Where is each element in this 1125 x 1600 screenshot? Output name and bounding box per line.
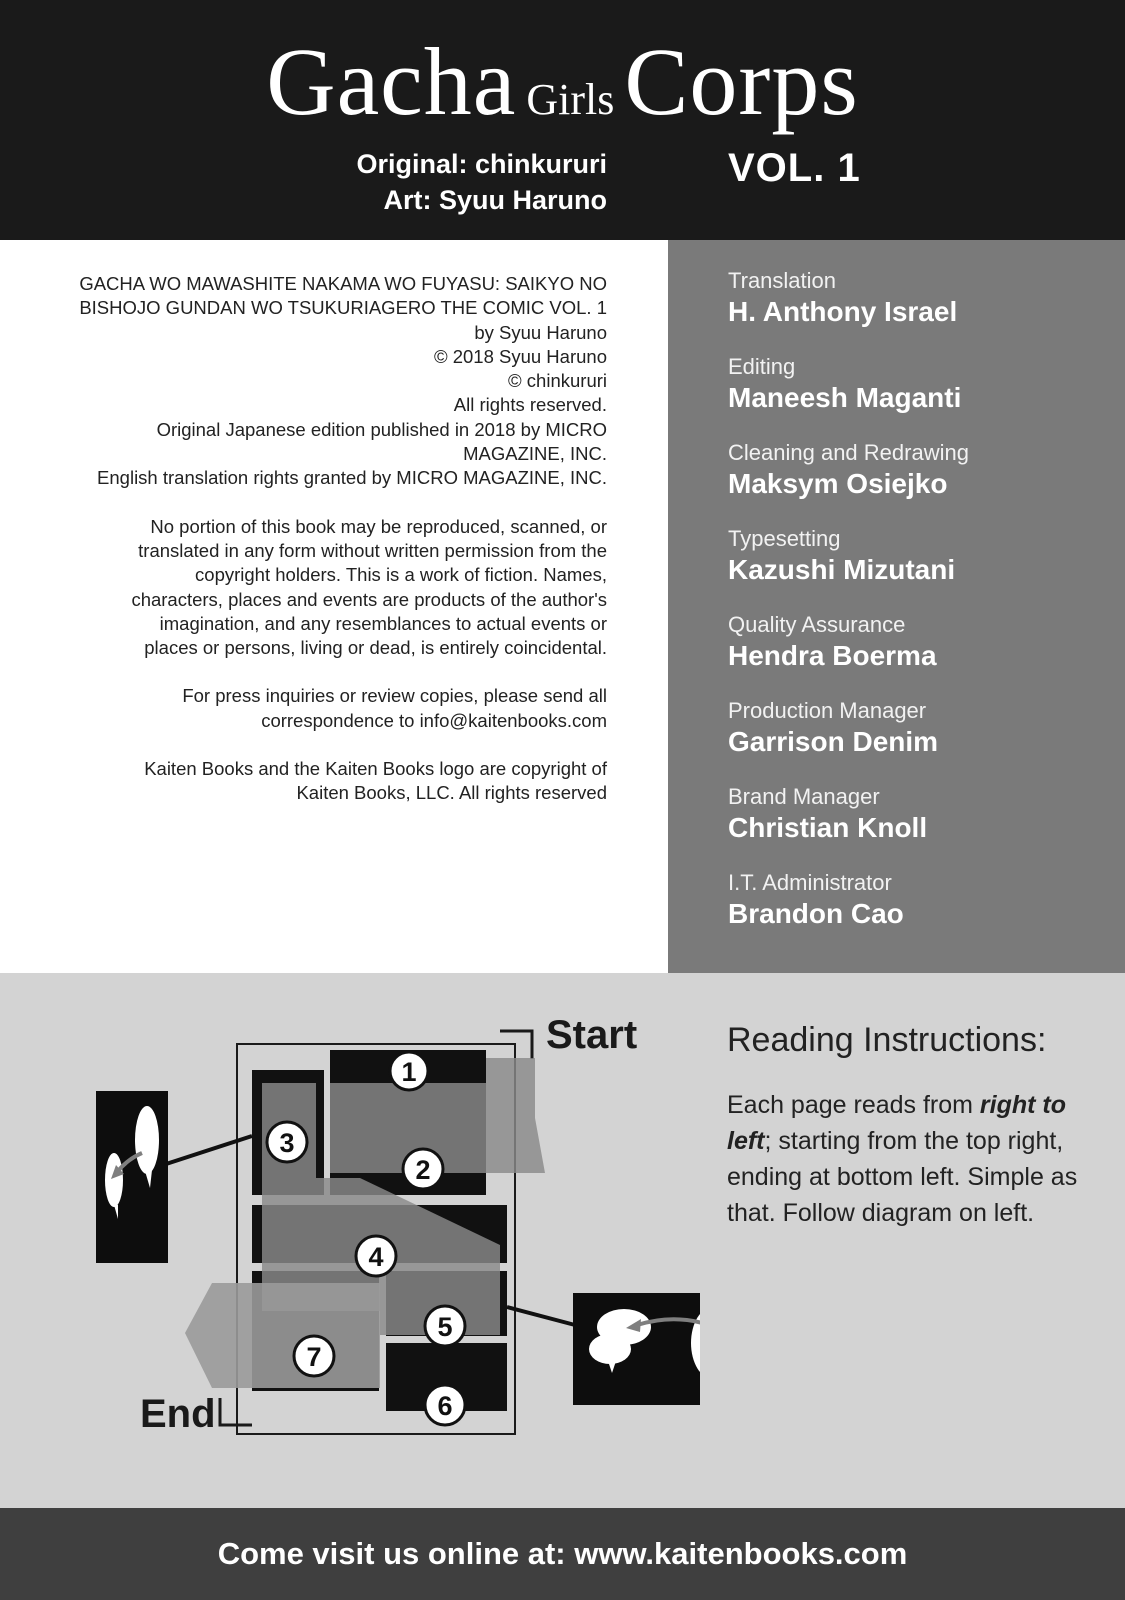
staff-role: Typesetting xyxy=(728,526,841,551)
staff-list xyxy=(728,267,969,955)
title-word-gacha: Gacha xyxy=(266,28,517,135)
reading-path-end-arrow-icon xyxy=(185,1283,380,1388)
author-credits xyxy=(356,146,607,218)
copyright-notice xyxy=(60,272,607,830)
staff-name: Maneesh Maganti xyxy=(728,382,962,413)
staff-entry xyxy=(728,697,969,783)
staff-role: I.T. Administrator xyxy=(728,870,892,895)
staff-name: Kazushi Mizutani xyxy=(728,554,956,585)
website-promo: Come visit us online at: www.kaitenbooks.com xyxy=(217,1536,908,1571)
panel-number-7 xyxy=(294,1336,334,1376)
staff-entry xyxy=(728,439,969,525)
reading-order-diagram xyxy=(0,973,700,1508)
connector-line-left xyxy=(163,1136,252,1165)
footer-banner xyxy=(0,1508,1125,1600)
speech-bubble-icon xyxy=(589,1334,631,1364)
staff-role: Cleaning and Redrawing xyxy=(728,440,969,465)
legal-paragraph-2: No portion of this book may be reproduced, scanned, or translated in any form without written permission from the copyright holders. This is a work of fiction. Names, characters, places and events are products of the author's imagination, and any resemblances to actual events or places or persons, living or dead, is entirely coincidental. xyxy=(131,515,607,659)
staff-entry xyxy=(728,267,969,353)
panel-number-2 xyxy=(403,1149,443,1189)
panel-number-label: 1 xyxy=(401,1057,417,1087)
staff-name: Brandon Cao xyxy=(728,898,904,929)
panel-number-label: 7 xyxy=(306,1342,322,1372)
panel-number-label: 5 xyxy=(437,1312,453,1342)
staff-name: Hendra Boerma xyxy=(728,640,937,671)
speech-bubble-icon xyxy=(135,1106,159,1174)
staff-entry xyxy=(728,525,969,611)
book-title xyxy=(0,28,1125,135)
staff-entry xyxy=(728,353,969,439)
staff-role: Brand Manager xyxy=(728,784,880,809)
panel-number-label: 3 xyxy=(279,1128,295,1158)
staff-entry xyxy=(728,611,969,697)
legal-paragraph-3: For press inquiries or review copies, please send all correspondence to info@kaitenbooks.com xyxy=(182,685,607,731)
staff-credits-panel xyxy=(668,240,1125,973)
panel-number-label: 6 xyxy=(437,1391,453,1421)
title-word-girls: Girls xyxy=(526,75,615,124)
reading-instructions-section xyxy=(0,973,1125,1508)
panel-number-label: 4 xyxy=(368,1242,384,1272)
art-credit: Art: Syuu Haruno xyxy=(383,185,607,215)
original-credit: Original: chinkururi xyxy=(356,149,607,179)
header-banner xyxy=(0,0,1125,240)
panel-number-5 xyxy=(425,1306,465,1346)
staff-name: Garrison Denim xyxy=(728,726,939,757)
legal-paragraph-1: GACHA WO MAWASHITE NAKAMA WO FUYASU: SAIKYO NO BISHOJO GUNDAN WO TSUKURIAGERO THE COMIC VOL. 1 by Syuu Haruno © 2018 Syuu Haruno © chinkururi All rights reserved. Original Japanese edition published in 2018 by MICRO MAGAZINE, INC. English translation rights granted by MICRO MAGAZINE, INC. xyxy=(79,273,607,489)
staff-role: Production Manager xyxy=(728,698,927,723)
staff-role: Editing xyxy=(728,354,796,379)
staff-name: Christian Knoll xyxy=(728,812,928,843)
connector-line-right xyxy=(507,1307,575,1325)
volume-label: VOL. 1 xyxy=(728,146,861,190)
reading-instructions-text: Each page reads from right to left; starting from the top right, ending at bottom left. Simple as that. Follow diagram on left. xyxy=(727,1091,1078,1227)
panel-number-4 xyxy=(356,1236,396,1276)
staff-name: H. Anthony Israel xyxy=(728,296,958,327)
staff-role: Translation xyxy=(728,268,837,293)
staff-entry xyxy=(728,783,969,869)
panel-number-3 xyxy=(267,1122,307,1162)
staff-role: Quality Assurance xyxy=(728,612,906,637)
legal-paragraph-4: Kaiten Books and the Kaiten Books logo are copyright of Kaiten Books, LLC. All rights reserved xyxy=(144,758,607,804)
panel-number-6 xyxy=(425,1385,465,1425)
staff-name: Maksym Osiejko xyxy=(728,468,948,499)
end-label: End xyxy=(140,1392,216,1436)
reading-instructions-title: Reading Instructions: xyxy=(727,1021,1047,1059)
title-word-corps: Corps xyxy=(624,28,859,135)
reading-direction-emphasis: right to left xyxy=(727,1091,1067,1155)
speech-bubble-icon xyxy=(105,1153,123,1207)
panel-number-1 xyxy=(390,1052,428,1090)
panel-number-label: 2 xyxy=(415,1155,431,1185)
staff-entry xyxy=(728,869,969,955)
start-label: Start xyxy=(546,1013,638,1057)
